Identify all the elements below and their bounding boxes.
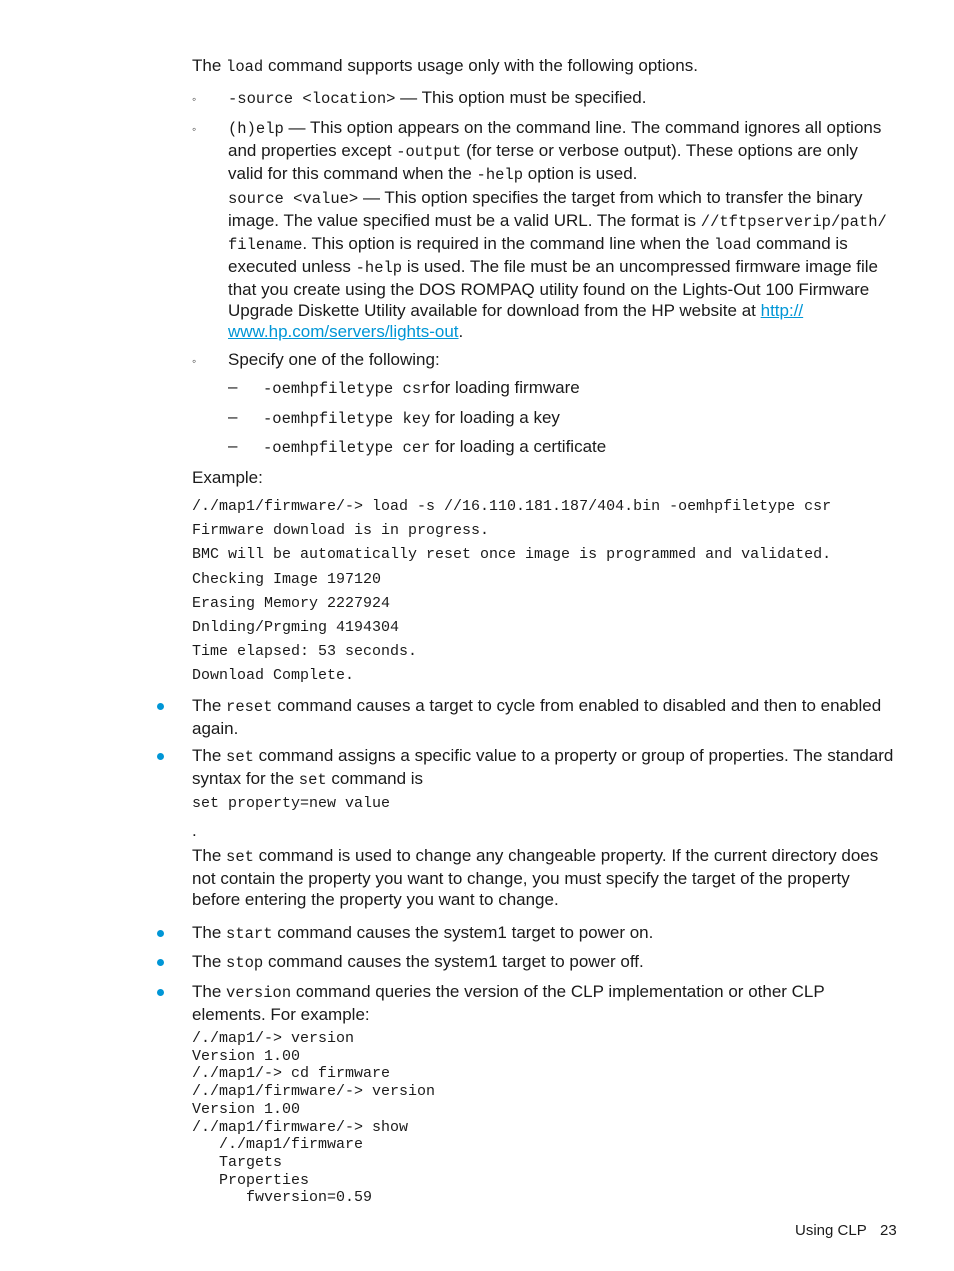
text: The <box>192 846 227 865</box>
text: — This option specifies the target from which to transfer the binary image. The value specified must be a valid URL. The format is <box>228 188 863 230</box>
text: (for terse or verbose output). These options are only valid for this command when the <box>228 141 858 183</box>
code-line: Time elapsed: 53 seconds. <box>192 643 418 661</box>
version-command <box>192 981 896 1025</box>
inline-code: (h)elp <box>228 120 284 138</box>
text: command assigns a specific value to a property or group of properties. The standard syntax for the <box>192 746 894 788</box>
inline-code: set <box>298 771 327 789</box>
set-syntax: set property=new value <box>192 795 391 812</box>
text: — This option appears on the command line. The command ignores all options and properties except <box>228 118 882 160</box>
text: The <box>192 923 227 942</box>
text: The <box>192 746 227 765</box>
inline-code: load <box>714 236 752 254</box>
code-line: Properties <box>192 1171 310 1189</box>
text: command causes a target to cycle from enabled to disabled and then to enabled again. <box>192 696 882 738</box>
filetype-key <box>263 407 896 430</box>
start-command <box>192 922 896 945</box>
version-example-output <box>192 1030 435 1207</box>
circle-bullet-icon: ◦ <box>192 122 197 136</box>
dash-bullet-icon: – <box>228 436 238 455</box>
code-line: /./map1/firmware/-> version <box>192 1083 436 1101</box>
inline-code: source <value> <box>228 190 359 208</box>
example-output <box>192 495 831 689</box>
text: command supports usage only with the following options. <box>263 56 698 75</box>
code-line: Checking Image 197120 <box>192 570 382 588</box>
text: option is used. <box>523 164 638 183</box>
bullet-icon <box>157 959 164 966</box>
code-line: Erasing Memory 2227924 <box>192 594 391 612</box>
inline-code: set <box>226 748 254 766</box>
inline-code: -output <box>396 143 462 161</box>
text: The <box>192 982 227 1001</box>
text: The <box>192 952 227 971</box>
code-line: BMC will be automatically reset once image is programmed and validated. <box>192 546 832 564</box>
code-line: Targets <box>192 1153 283 1171</box>
example-label: Example: <box>192 468 263 487</box>
text: The <box>192 696 227 715</box>
dash-bullet-icon: – <box>228 377 238 396</box>
inline-code: set <box>226 848 254 866</box>
inline-code: -source <location> <box>228 90 396 108</box>
text: command is <box>326 769 424 788</box>
text: . <box>458 322 464 341</box>
text: for loading a certificate <box>430 437 607 456</box>
specify-label: Specify one of the following: <box>228 350 440 369</box>
footer-section: Using CLP <box>795 1222 867 1239</box>
option-help <box>228 117 896 186</box>
text: . This option is required in the command line when the <box>302 234 715 253</box>
filetype-cer <box>263 436 896 459</box>
text: The <box>192 56 227 75</box>
text: command is executed unless <box>228 234 848 276</box>
bullet-icon <box>157 930 164 937</box>
inline-code: stop <box>226 954 264 972</box>
inline-code: -oemhpfiletype cer <box>263 439 431 457</box>
inline-code: -help <box>355 259 403 277</box>
bullet-icon <box>157 989 164 996</box>
text: for loading firmware <box>430 378 580 397</box>
bullet-icon <box>157 753 164 760</box>
code-line: Version 1.00 <box>192 1100 301 1118</box>
circle-bullet-icon: ◦ <box>192 354 197 368</box>
dash-bullet-icon: – <box>228 407 238 426</box>
text: command causes the system1 target to power off. <box>263 952 644 971</box>
code-line: /./map1/firmware/-> load -s //16.110.181.187/404.bin -oemhpfiletype csr <box>192 498 832 515</box>
inline-code: -oemhpfiletype key <box>263 410 431 428</box>
option-source <box>228 87 896 110</box>
filetype-csr <box>263 377 896 400</box>
code-line: Firmware download is in progress. <box>192 522 490 540</box>
period: . <box>192 821 197 840</box>
code-line: /./map1/firmware/-> show <box>192 1118 409 1136</box>
page-number: 23 <box>880 1222 897 1239</box>
text: command causes the system1 target to power on. <box>272 923 654 942</box>
inline-code: //tftpserverip/path/ filename <box>228 213 887 254</box>
option-source-value <box>228 187 896 342</box>
text: command queries the version of the CLP implementation or other CLP elements. For example: <box>192 982 825 1024</box>
code-line: /./map1/firmware <box>192 1136 364 1154</box>
hp-website-link[interactable]: http:// www.hp.com/servers/lights-out <box>228 301 804 341</box>
text: for loading a key <box>430 408 560 427</box>
inline-code: start <box>226 925 273 943</box>
code-line: /./map1/-> cd firmware <box>192 1065 391 1083</box>
code-line: /./map1/-> version <box>192 1030 355 1047</box>
stop-command <box>192 951 896 974</box>
text: — This option must be specified. <box>395 88 647 107</box>
code-line: fwversion=0.59 <box>192 1189 373 1207</box>
set-command <box>192 745 896 791</box>
bullet-icon <box>157 703 164 710</box>
inline-code: version <box>226 984 292 1002</box>
circle-bullet-icon: ◦ <box>192 92 197 106</box>
inline-code: -oemhpfiletype csr <box>263 380 431 398</box>
code-line: Download Complete. <box>192 667 355 685</box>
set-description <box>192 845 896 910</box>
code-line: Version 1.00 <box>192 1047 301 1065</box>
load-intro <box>192 55 896 78</box>
inline-code: -help <box>476 166 524 184</box>
code-line: Dnlding/Prgming 4194304 <box>192 619 400 637</box>
text: is used. The file must be an uncompressed firmware image file that you create using the DOS ROMPAQ utility found on the Lights-Out 100 Firmware Upgrade Diskette Utility available for download from the HP website at <box>228 257 879 320</box>
reset-command <box>192 695 896 739</box>
inline-code: reset <box>226 698 273 716</box>
inline-code: load <box>226 58 264 76</box>
text: command is used to change any changeable property. If the current directory does not contain the property you want to change, you must specify the target of the property before entering the property you want to change. <box>192 846 879 909</box>
